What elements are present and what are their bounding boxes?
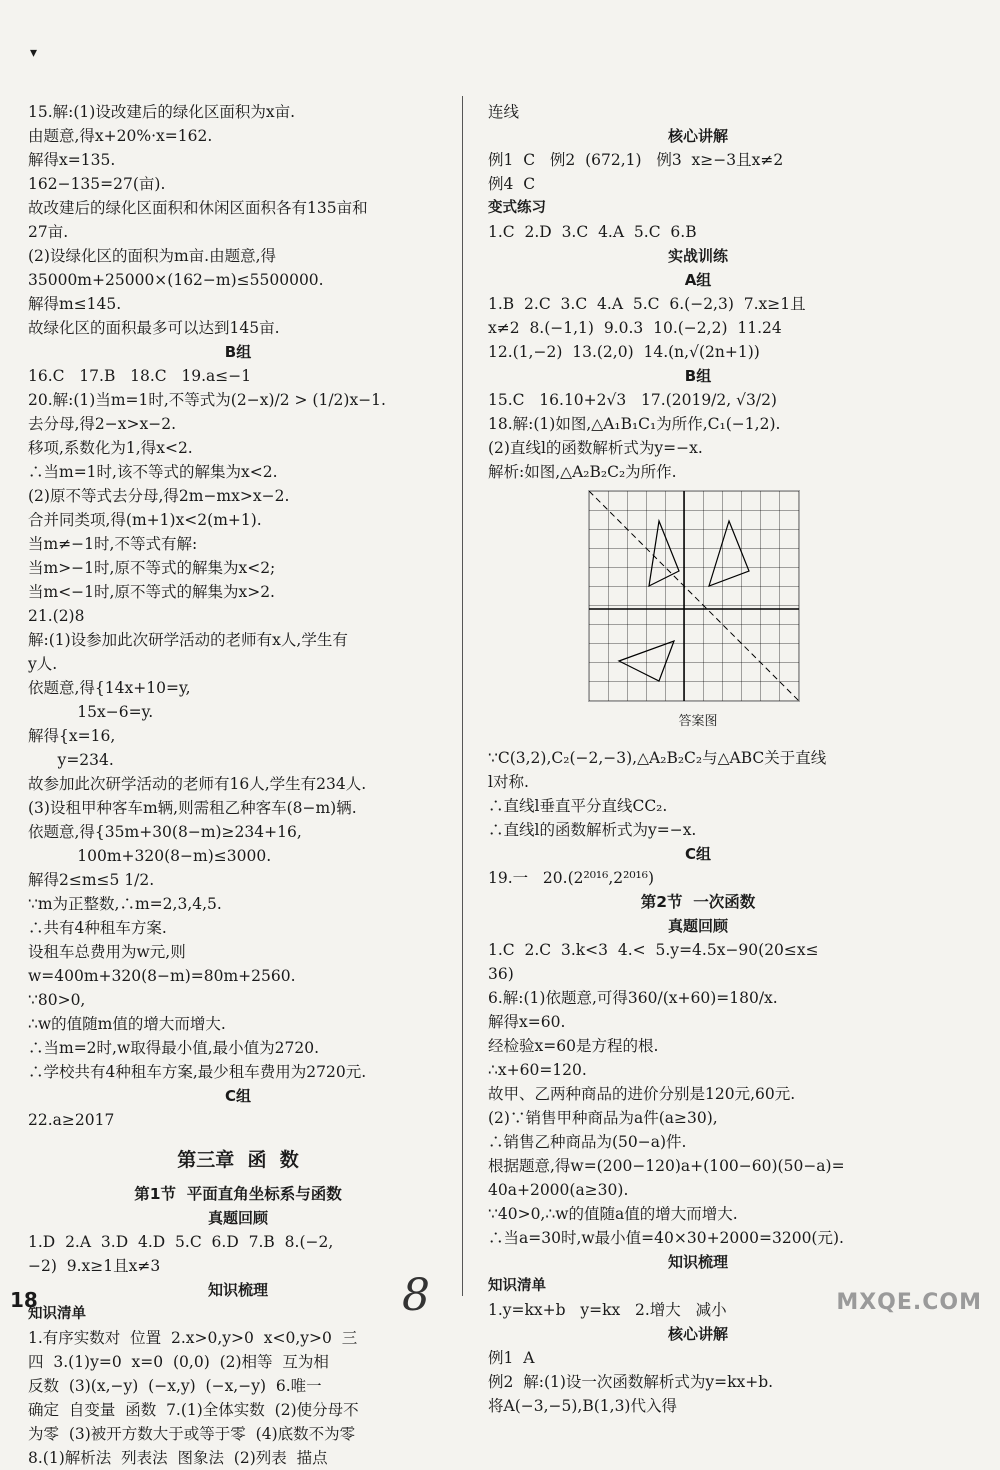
right-bottom-line: ∴x+60=120. [488,1061,587,1079]
left-line: 20.解:(1)当m=1时,不等式为(2−x)/2 > (1/2)x−1. [28,391,386,409]
right-bottom-line: 知识清单 [488,1278,546,1294]
left-line: (2)设绿化区的面积为m亩.由题意,得 [28,247,277,265]
right-top-line: 解析:如图,△A₂B₂C₂为所作. [488,463,677,481]
left-line: 第三章 函 数 [177,1149,299,1171]
left-line: 依题意,得{35m+30(8−m)≥234+16, [28,823,302,841]
column-divider [462,96,463,1296]
right-bottom-line: ∴当a=30时,w最小值=40×30+2000=3200(元). [488,1229,844,1247]
left-line: 合并同类项,得(m+1)x<2(m+1). [28,511,262,529]
right-bottom-line: 36) [488,965,514,983]
handwritten-mark: 8 [402,1270,430,1321]
left-line: 解:(1)设参加此次研学活动的老师有x人,学生有 [28,631,348,649]
right-top-line: x≠2 8.(−1,1) 9.0.3 10.(−2,2) 11.24 [488,319,782,337]
left-column [28,100,448,1470]
left-line: 35000m+25000×(162−m)≤5500000. [28,271,324,289]
left-line: 设租车总费用为w元,则 [28,943,186,961]
left-line: 移项,系数化为1,得x<2. [28,439,193,457]
right-bottom-line: 19.一 20.(2²⁰¹⁶,2²⁰¹⁶) [488,869,655,887]
right-bottom-line: ∴直线l垂直平分直线CC₂. [488,797,668,815]
right-bottom-line: 40a+2000(a≥30). [488,1181,629,1199]
right-top-line: 例4 C [488,175,536,193]
left-line: 为零 (3)被开方数大于或等于零 (4)底数不为零 [28,1425,356,1443]
left-line: C组 [224,1087,251,1105]
right-top-line: 18.解:(1)如图,△A₁B₁C₁为所作,C₁(−1,2). [488,415,781,433]
right-bottom-line: 解得x=60. [488,1013,566,1031]
right-top-line: B组 [684,367,712,385]
mark-dot: ▾ [30,45,38,61]
left-line: 四 3.(1)y=0 x=0 (0,0) (2)相等 互为相 [28,1353,329,1371]
right-bottom-line: 根据题意,得w=(200−120)a+(100−60)(50−a)= [488,1157,845,1175]
right-bottom-line: ∵C(3,2),C₂(−2,−3),△A₂B₂C₂与△ABC关于直线 [488,749,827,767]
left-line: 8.(1)解析法 列表法 图象法 (2)列表 描点 [28,1449,328,1467]
right-top-line: 连线 [488,103,520,121]
right-bottom-line: 真题回顾 [667,917,728,935]
right-bottom-line: 6.解:(1)依题意,可得360/(x+60)=180/x. [488,989,778,1007]
left-line: ∴共有4种租车方案. [28,919,167,937]
page-number: 18 [10,1288,38,1312]
left-line: 故参加此次研学活动的老师有16人,学生有234人. [28,775,367,793]
left-line: 当m<−1时,原不等式的解集为x>2. [28,583,275,601]
left-line: 162−135=27(亩). [28,175,166,193]
right-bottom-text [488,746,908,1418]
left-line: 故改建后的绿化区面积和休闲区面积各有135亩和 [28,199,368,217]
left-line: 确定 自变量 函数 7.(1)全体实数 (2)使分母不 [28,1401,359,1419]
left-line: −2) 9.x≥1且x≠3 [28,1257,161,1275]
left-line: 当m≠−1时,不等式有解: [28,535,198,553]
right-bottom-line: C组 [684,845,711,863]
left-line: 15x−6=y. [28,703,154,721]
left-line: (2)原不等式去分母,得2m−mx>x−2. [28,487,290,505]
left-line: (3)设租甲种客车m辆,则需租乙种客车(8−m)辆. [28,799,357,817]
right-top-line: (2)直线l的函数解析式为y=−x. [488,439,703,457]
left-line: ∴w的值随m值的增大而增大. [28,1015,226,1033]
right-top-line: A组 [684,271,712,289]
right-bottom-line: 1.C 2.C 3.k<3 4.< 5.y=4.5x−90(20≤x≤ [488,941,819,959]
left-line: 100m+320(8−m)≤3000. [28,847,272,865]
right-top-text [488,100,908,484]
right-bottom-line: 例2 解:(1)设一次函数解析式为y=kx+b. [488,1373,774,1391]
left-line: 解得m≤145. [28,295,122,313]
left-line: 真题回顾 [207,1209,268,1227]
left-line: ∴当m=1时,该不等式的解集为x<2. [28,463,278,481]
right-bottom-line: 例1 A [488,1349,535,1367]
left-line: 知识梳理 [207,1281,268,1299]
right-top-line: 例1 C 例2 (672,1) 例3 x≥−3且x≠2 [488,151,784,169]
left-line: 解得2≤m≤5 1/2. [28,871,155,889]
right-bottom-line: (2)∵销售甲种商品为a件(a≥30), [488,1109,718,1127]
answer-figure [588,490,800,702]
left-line: 第1节 平面直角坐标系与函数 [134,1185,342,1203]
left-line: 去分母,得2−x>x−2. [28,415,177,433]
left-line: 故绿化区的面积最多可以达到145亩. [28,319,280,337]
left-line: 由题意,得x+20%·x=162. [28,127,213,145]
left-line: 反数 (3)(x,−y) (−x,y) (−x,−y) 6.唯一 [28,1377,322,1395]
left-line: y人. [28,655,58,673]
left-line: 21.(2)8 [28,607,85,625]
left-line: ∴当m=2时,w取得最小值,最小值为2720. [28,1039,320,1057]
figure-caption: 答案图 [678,714,718,729]
watermark-logo: MXQE.COM [836,1290,982,1315]
right-bottom-line: ∴销售乙种商品为(50−a)件. [488,1133,687,1151]
left-line: 27亩. [28,223,69,241]
right-top-line: 1.B 2.C 3.C 4.A 5.C 6.(−2,3) 7.x≥1且 [488,295,806,313]
left-line: 解得{x=16, [28,727,116,745]
left-line: w=400m+320(8−m)=80m+2560. [28,967,296,985]
right-bottom-line: 知识梳理 [667,1253,728,1271]
right-top-line: 核心讲解 [667,127,728,145]
right-bottom-line: 故甲、乙两种商品的进价分别是120元,60元. [488,1085,796,1103]
left-line: 1.D 2.A 3.D 4.D 5.C 6.D 7.B 8.(−2, [28,1233,334,1251]
right-bottom-line: 经检验x=60是方程的根. [488,1037,659,1055]
right-top-line: 15.C 16.10+2√3 17.(2019/2, √3/2) [488,391,777,409]
left-line: 16.C 17.B 18.C 19.a≤−1 [28,367,252,385]
left-line: 解得x=135. [28,151,116,169]
right-bottom-line: 将A(−3,−5),B(1,3)代入得 [488,1397,677,1415]
right-bottom-line: 1.y=kx+b y=kx 2.增大 减小 [488,1301,727,1319]
left-line: ∴学校共有4种租车方案,最少租车费用为2720元. [28,1063,367,1081]
left-line: 当m>−1时,原不等式的解集为x<2; [28,559,276,577]
left-line: y=234. [28,751,114,769]
left-line: ∵80>0, [28,991,86,1009]
left-line: 1.有序实数对 位置 2.x>0,y>0 x<0,y>0 三 [28,1329,358,1347]
left-line: ∵m为正整数,∴m=2,3,4,5. [28,895,222,913]
right-top-line: 变式练习 [488,200,546,216]
right-top-line: 12.(1,−2) 13.(2,0) 14.(n,√(2n+1)) [488,343,760,361]
right-bottom-line: 第2节 一次函数 [640,893,756,911]
left-line: 22.a≥2017 [28,1111,115,1129]
right-bottom-line: ∵40>0,∴w的值随a值的增大而增大. [488,1205,738,1223]
right-bottom-line: 核心讲解 [667,1325,728,1343]
coordinate-grid [589,491,799,701]
left-line: 知识清单 [28,1306,86,1322]
right-top-line: 实战训练 [667,247,728,265]
left-line: B组 [224,343,252,361]
right-bottom-line: l对称. [488,773,529,791]
right-column [488,100,908,1418]
right-bottom-line: ∴直线l的函数解析式为y=−x. [488,821,697,839]
right-top-line: 1.C 2.D 3.C 4.A 5.C 6.B [488,223,697,241]
left-line: 依题意,得{14x+10=y, [28,679,191,697]
left-line: 15.解:(1)设改建后的绿化区面积为x亩. [28,103,295,121]
